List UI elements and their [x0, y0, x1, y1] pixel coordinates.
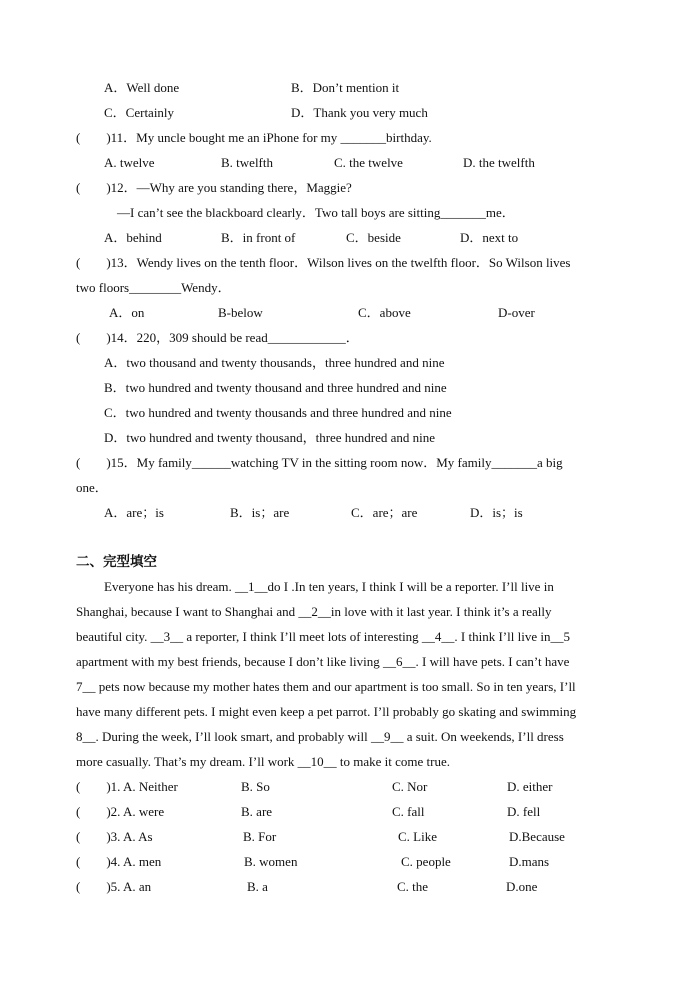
q15-option-d: D．is；is	[470, 505, 523, 520]
q14-option-c: C．two hundred and twenty thousands and three hundred and nine	[104, 405, 452, 420]
q14-stem: ( )14．220，309 should be read____________．	[76, 330, 359, 345]
cloze-q1-option-a: ( )1. A. Neither	[76, 779, 178, 794]
q12-reply: —I can’t see the blackboard clearly．Two tall boys are sitting_______me．	[117, 205, 515, 220]
cloze-q4-option-b: B. women	[244, 854, 298, 869]
cloze-q3-option-c: C. Like	[398, 829, 437, 844]
q14-option-d: D．two hundred and twenty thousand，three hundred and nine	[104, 430, 436, 445]
q11-option-d: D. the twelfth	[463, 155, 535, 170]
q14-option-a: A．two thousand and twenty thousands，three hundred and nine	[104, 355, 445, 370]
q15-option-a: A．are；is	[104, 505, 164, 520]
cloze-q5-option-a: ( )5. A. an	[76, 879, 152, 894]
cloze-q2-option-d: D. fell	[507, 804, 541, 819]
passage-line: have many different pets. I might even keep a pet parrot. I’ll probably go skating and swimming	[76, 704, 577, 719]
q10-option-d: D．Thank you very much	[291, 105, 428, 120]
cloze-q3-option-a: ( )3. A. As	[76, 829, 153, 844]
q12-option-b: B．in front of	[221, 230, 296, 245]
passage-line: 8__. During the week, I’ll look smart, and probably will __9__ a suit. On weekends, I’ll dress	[76, 729, 564, 744]
cloze-q1-option-d: D. either	[507, 779, 553, 794]
q12-option-d: D．next to	[460, 230, 519, 245]
passage-line: apartment with my best friends, because I don’t like living __6__. I will have pets. I can’t have	[76, 654, 570, 669]
cloze-q5-option-b: B. a	[247, 879, 268, 894]
q10-option-c: C．Certainly	[104, 105, 175, 120]
q13-stem-line1: ( )13．Wendy lives on the tenth floor．Wilson lives on the twelfth floor．So Wilson lives	[76, 255, 571, 270]
cloze-q2-option-c: C. fall	[392, 804, 425, 819]
q11-option-a: A. twelve	[104, 155, 155, 170]
q12-option-a: A．behind	[104, 230, 162, 245]
q13-option-c: C．above	[358, 305, 411, 320]
cloze-q2-option-b: B. are	[241, 804, 273, 819]
passage-line: more casually. That’s my dream. I’ll work __10__ to make it come true.	[76, 754, 451, 769]
passage-line: Shanghai, because I want to Shanghai and __2__in love with it last year. I think it’s a really	[76, 604, 552, 619]
passage-line: 7__ pets now because my mother hates them and our apartment is too small. So in ten years, I’ll	[76, 679, 576, 694]
q15-stem-line1: ( )15．My family______watching TV in the sitting room now．My family_______a big	[76, 455, 563, 470]
q13-option-d: D-over	[498, 305, 535, 320]
cloze-q5-option-d: D.one	[506, 879, 538, 894]
passage-line: Everyone has his dream. __1__do I .In ten years, I think I will be a reporter. I’ll live in	[104, 579, 554, 594]
cloze-q1-option-b: B. So	[241, 779, 270, 794]
cloze-q4-option-a: ( )4. A. men	[76, 854, 162, 869]
passage-line: beautiful city. __3__ a reporter, I think I’ll meet lots of interesting __4__. I think I’ll live in__5	[76, 629, 570, 644]
cloze-q1-option-c: C. Nor	[392, 779, 428, 794]
cloze-q4-option-d: D.mans	[509, 854, 550, 869]
section-title: 二、完型填空	[76, 554, 157, 570]
q15-stem-line2: one．	[76, 480, 108, 495]
q11-option-b: B. twelfth	[221, 155, 273, 170]
q14-option-b: B．two hundred and twenty thousand and three hundred and nine	[104, 380, 447, 395]
q12-option-c: C．beside	[346, 230, 401, 245]
q13-option-b: B-below	[218, 305, 263, 320]
cloze-q4-option-c: C. people	[401, 854, 451, 869]
q11-option-c: C. the twelve	[334, 155, 403, 170]
q10-option-b: B．Don’t mention it	[291, 80, 400, 95]
q15-option-b: B．is；are	[230, 505, 290, 520]
cloze-q3-option-d: D.Because	[509, 829, 565, 844]
q12-stem: ( )12．—Why are you standing there，Maggie?	[76, 180, 352, 195]
q13-stem-line2: two floors________Wendy．	[76, 280, 231, 295]
q13-option-a: A．on	[109, 305, 145, 320]
q15-option-c: C．are；are	[351, 505, 418, 520]
cloze-q2-option-a: ( )2. A. were	[76, 804, 165, 819]
q10-option-a: A．Well done	[104, 80, 180, 95]
q11-stem: ( )11．My uncle bought me an iPhone for my _______birthday.	[76, 130, 432, 145]
cloze-q5-option-c: C. the	[397, 879, 429, 894]
cloze-q3-option-b: B. For	[243, 829, 277, 844]
